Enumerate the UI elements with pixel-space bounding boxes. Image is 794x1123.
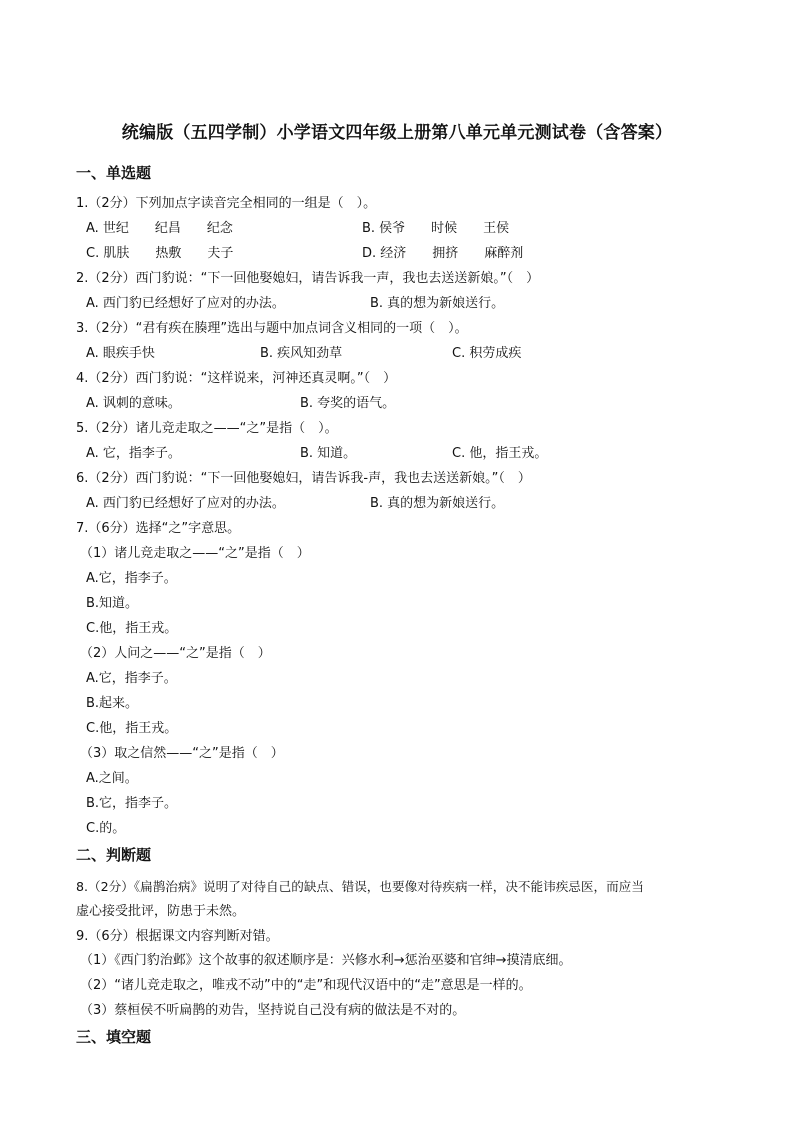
question-9-part-1: （1）《西门豹治邺》这个故事的叙述顺序是：兴修水利→惩治巫婆和官绅→摸清底细。	[80, 953, 572, 968]
question-1-option-b: B. 侯爷 时候 王侯	[362, 221, 510, 236]
question-7-stem: 7.（6分）选择“之”字意思。	[76, 521, 241, 536]
question-8-line-2: 虚心接受批评，防患于未然。	[76, 904, 246, 919]
question-8-line-1: 8.（2分）《扁鹊治病》说明了对待自己的缺点、错误，也要像对待疾病一样，决不能讳疾忌医，而应当	[76, 879, 644, 894]
question-6-option-a: A. 西门豹已经想好了应对的办法。	[86, 496, 285, 511]
question-7-part-3-option-a: A.之间。	[86, 771, 138, 786]
question-3-option-a: A. 眼疾手快	[86, 346, 155, 361]
question-1-option-a: A. 世纪 纪昌 纪念	[86, 221, 233, 236]
question-7-part-1-option-a: A.它，指李子。	[86, 571, 177, 586]
question-2-option-a: A. 西门豹已经想好了应对的办法。	[86, 296, 285, 311]
question-3-stem: 3.（2分）“君有疾在腠理”选出与题中加点词含义相同的一项（ ）。	[76, 321, 468, 336]
question-1-stem: 1.（2分）下列加点字读音完全相同的一组是（ ）。	[76, 196, 377, 211]
section-heading-true-false: 二、判断题	[76, 846, 152, 864]
question-5-option-c: C. 他，指王戎。	[452, 446, 548, 461]
question-4-stem: 4.（2分）西门豹说：“这样说来，河神还真灵啊。”（ ）	[76, 371, 397, 386]
question-9-part-2: （2）“诸儿竞走取之，唯戎不动”中的“走”和现代汉语中的“走”意思是一样的。	[80, 978, 532, 993]
question-3-option-b: B. 疾风知劲草	[260, 346, 343, 361]
question-3-option-c: C. 积劳成疾	[452, 346, 522, 361]
question-5-stem: 5.（2分）诸儿竞走取之——“之”是指（ ）。	[76, 421, 338, 436]
question-4-option-b: B. 夸奖的语气。	[300, 396, 396, 411]
section-heading-fill-in: 三、填空题	[76, 1028, 152, 1046]
question-7-part-3-option-c: C.的。	[86, 821, 126, 836]
question-4-option-a: A. 讽刺的意味。	[86, 396, 181, 411]
question-2-option-b: B. 真的想为新娘送行。	[370, 296, 505, 311]
question-5-option-a: A. 它，指李子。	[86, 446, 181, 461]
question-7-part-1: （1）诸儿竞走取之——“之”是指（ ）	[80, 546, 310, 561]
question-7-part-3: （3）取之信然——“之”是指（ ）	[80, 746, 284, 761]
question-1-option-d: D. 经济 拥挤 麻醉剂	[362, 246, 524, 261]
question-6-stem: 6.（2分）西门豹说：“下一回他娶媳妇，请告诉我-声，我也去送送新娘。”（ ）	[76, 471, 531, 486]
question-7-part-2-option-c: C.他，指王戎。	[86, 721, 178, 736]
question-1-option-c: C. 肌肤 热敷 夫子	[86, 246, 234, 261]
question-7-part-2-option-b: B.起来。	[86, 696, 139, 711]
question-7-part-1-option-c: C.他，指王戎。	[86, 621, 178, 636]
page-title: 统编版（五四学制）小学语文四年级上册第八单元单元测试卷（含答案）	[121, 123, 673, 143]
question-6-option-b: B. 真的想为新娘送行。	[370, 496, 505, 511]
question-9-stem: 9.（6分）根据课文内容判断对错。	[76, 929, 279, 944]
section-heading-single-choice: 一、单选题	[76, 164, 152, 182]
question-7-part-2: （2）人问之——“之”是指（ ）	[80, 646, 271, 661]
question-7-part-1-option-b: B.知道。	[86, 596, 139, 611]
question-2-stem: 2.（2分）西门豹说：“下一回他娶媳妇，请告诉我一声，我也去送送新娘。”（ ）	[76, 271, 540, 286]
question-5-option-b: B. 知道。	[300, 446, 357, 461]
question-7-part-3-option-b: B.它，指李子。	[86, 796, 178, 811]
question-7-part-2-option-a: A.它，指李子。	[86, 671, 177, 686]
question-9-part-3: （3）蔡桓侯不听扁鹊的劝告，坚持说自己没有病的做法是不对的。	[80, 1003, 466, 1018]
